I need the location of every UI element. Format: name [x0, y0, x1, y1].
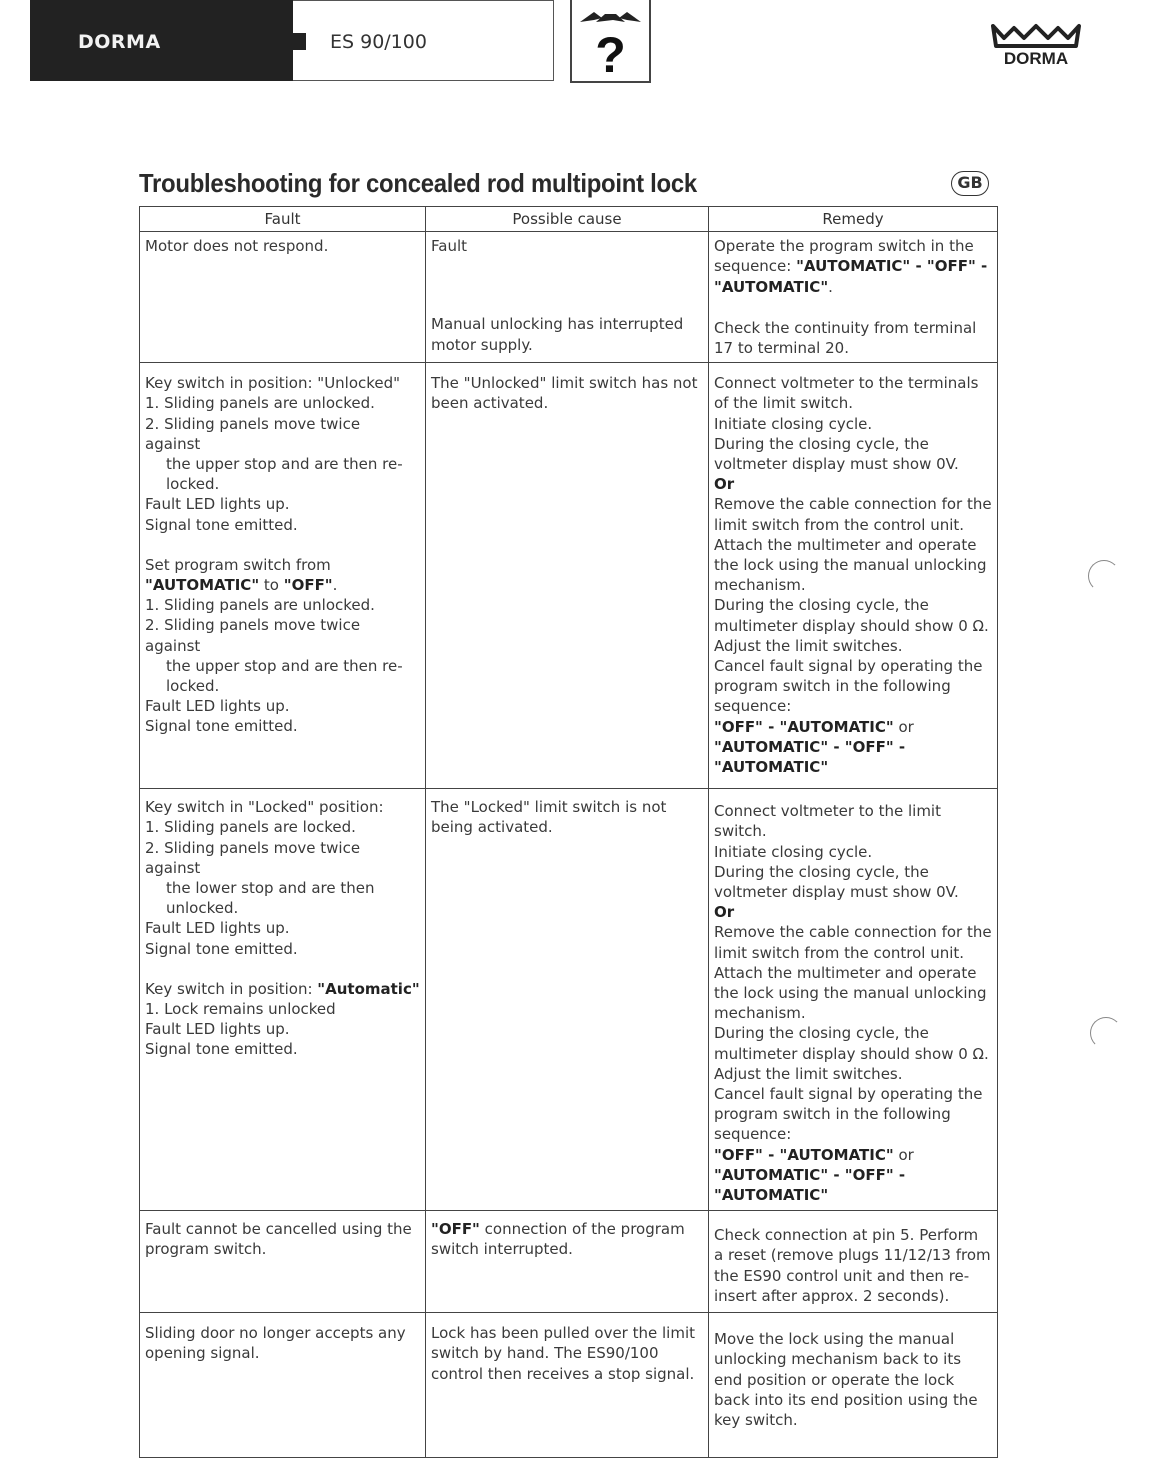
header-brand: DORMA — [78, 31, 161, 53]
remedy-cell — [709, 232, 998, 363]
fault-line-part: "AUTOMATIC" — [145, 576, 260, 595]
fault-line-part: "Automatic" — [317, 979, 420, 998]
fault-line — [145, 979, 420, 999]
remedy-sequence: "AUTOMATIC" - "OFF" - "AUTOMATIC" — [714, 257, 988, 296]
remedy-line: Adjust the limit switches. — [714, 636, 903, 655]
cause-text: The "Unlocked" limit switch has not been activated. — [431, 374, 698, 413]
remedy-sequence: "AUTOMATIC" — [714, 1186, 829, 1205]
fault-line: Signal tone emitted. — [145, 939, 298, 958]
cause-text: The "Locked" limit switch is not being activated. — [431, 798, 667, 837]
remedy-text: Move the lock using the manual unlocking mechanism back to its end position or operate the lock back into its end position using the key switch. — [714, 1330, 978, 1430]
punch-hole-mark — [1088, 560, 1120, 592]
fault-text: Sliding door no longer accepts any opening signal. — [145, 1324, 406, 1363]
help-symbol: ? — [595, 27, 626, 81]
fault-line: Set program switch from — [145, 555, 331, 574]
fault-line: 1. Sliding panels are unlocked. — [145, 596, 375, 615]
fault-line-part: Key switch in position: — [145, 979, 318, 998]
fault-line: the upper stop and are then re- — [166, 656, 403, 675]
table-row — [140, 363, 998, 789]
fault-cell — [140, 232, 426, 363]
cause-cell — [426, 363, 709, 789]
cause-text — [431, 1219, 703, 1259]
header-brand-block — [30, 0, 293, 81]
fault-cell — [140, 363, 426, 789]
header-fault: Fault — [140, 207, 426, 232]
fault-line: Signal tone emitted. — [145, 717, 298, 736]
fault-text: Motor does not respond. — [145, 237, 329, 256]
cause-cell — [426, 789, 709, 1211]
fault-line: 2. Sliding panels move twice against — [145, 414, 361, 453]
remedy-text — [714, 236, 992, 297]
remedy-line: Connect voltmeter to the terminals of the limit switch. — [714, 374, 979, 413]
remedy-line — [714, 717, 992, 737]
header-square-marker — [281, 33, 306, 50]
fault-line: Key switch in position: "Unlocked" — [145, 374, 401, 393]
remedy-line: During the closing cycle, the voltmeter display must show 0V. — [714, 862, 959, 902]
help-box — [570, 0, 651, 83]
fault-line: unlocked. — [166, 899, 239, 918]
cause-text: Manual unlocking has interrupted motor supply. — [431, 315, 684, 354]
fault-line: Fault LED lights up. — [145, 495, 290, 514]
fault-line: Signal tone emitted. — [145, 1040, 298, 1059]
remedy-line: Remove the cable connection for the limit switch from the control unit. — [714, 923, 992, 962]
table-row — [140, 789, 998, 1211]
fault-line-part: . — [332, 576, 338, 595]
fault-line: Fault LED lights up. — [145, 919, 290, 938]
remedy-line: During the closing cycle, the multimeter display should show 0 Ω. — [714, 596, 989, 635]
remedy-cell — [709, 363, 998, 789]
header-cause: Possible cause — [426, 207, 709, 232]
remedy-line: Connect voltmeter to the limit switch. — [714, 802, 941, 841]
fault-line: 1. Sliding panels are locked. — [145, 818, 356, 837]
page-title: Troubleshooting for concealed rod multipoint lock — [139, 168, 697, 198]
fault-line: 1. Lock remains unlocked — [145, 1000, 336, 1019]
remedy-text: Check connection at pin 5. Perform a reset (remove plugs 11/12/13 from the ES90 control unit and then re-insert after approx. 2 seconds). — [714, 1226, 991, 1305]
remedy-line: Adjust the limit switches. — [714, 1064, 903, 1083]
remedy-sequence: "OFF" - "AUTOMATIC" — [714, 717, 894, 736]
cause-text: Lock has been pulled over the limit switch by hand. The ES90/100 control then receives a stop signal. — [431, 1324, 695, 1383]
remedy-line: Attach the multimeter and operate the lock using the manual unlocking mechanism. — [714, 535, 987, 595]
punch-hole-mark — [1090, 1017, 1122, 1049]
remedy-sequence: "AUTOMATIC" — [714, 758, 829, 777]
fault-cell — [140, 1211, 426, 1313]
language-badge: GB — [951, 171, 989, 196]
fault-line: 1. Sliding panels are unlocked. — [145, 394, 375, 413]
remedy-line: During the closing cycle, the voltmeter display must show 0V. — [714, 434, 959, 474]
cause-cell — [426, 1211, 709, 1313]
troubleshooting-table — [139, 206, 998, 1458]
fault-line-part: to — [259, 576, 284, 595]
remedy-line-part: or — [893, 1145, 914, 1164]
fault-line — [145, 575, 420, 595]
remedy-or: Or — [714, 903, 735, 922]
table-row — [140, 1211, 998, 1313]
remedy-text-part: . — [828, 277, 833, 296]
fault-line: Signal tone emitted. — [145, 515, 298, 534]
remedy-or: Or — [714, 475, 735, 494]
fault-line: locked. — [166, 677, 220, 696]
help-icon — [572, 0, 649, 81]
fault-line: 2. Sliding panels move twice against — [145, 838, 361, 877]
remedy-line: Remove the cable connection for the limit switch from the control unit. — [714, 495, 992, 534]
remedy-line: Initiate closing cycle. — [714, 414, 873, 433]
remedy-sequence: "AUTOMATIC" - "OFF" - — [714, 737, 906, 756]
fault-cell — [140, 1313, 426, 1458]
fault-text: Fault cannot be cancelled using the program switch. — [145, 1220, 412, 1259]
table-header-row — [140, 207, 998, 232]
remedy-line: Cancel fault signal by operating the program switch in the following sequence: — [714, 657, 983, 716]
remedy-text-part: Operate the program switch in the sequence: — [714, 237, 974, 276]
dorma-logo — [990, 20, 1082, 68]
remedy-cell — [709, 789, 998, 1211]
remedy-line — [714, 1145, 992, 1165]
header-model: ES 90/100 — [330, 31, 427, 53]
header-remedy: Remedy — [709, 207, 998, 232]
fault-cell — [140, 789, 426, 1211]
fault-line: Key switch in "Locked" position: — [145, 798, 384, 817]
remedy-line: Initiate closing cycle. — [714, 842, 873, 861]
fault-line: the lower stop and are then — [166, 879, 375, 898]
remedy-line: During the closing cycle, the multimeter display should show 0 Ω. — [714, 1024, 989, 1063]
remedy-line: Cancel fault signal by operating the program switch in the following sequence: — [714, 1085, 983, 1144]
cause-cell — [426, 232, 709, 363]
fault-line: Fault LED lights up. — [145, 1020, 290, 1039]
remedy-line-part: or — [893, 717, 914, 736]
remedy-cell — [709, 1211, 998, 1313]
fault-line-part: "OFF" — [283, 576, 333, 595]
remedy-line: Attach the multimeter and operate the lock using the manual unlocking mechanism. — [714, 963, 987, 1023]
fault-line: locked. — [166, 475, 220, 494]
cause-text: Fault — [431, 237, 467, 256]
cause-text-part: "OFF" — [431, 1220, 480, 1239]
remedy-sequence: "AUTOMATIC" - "OFF" - — [714, 1165, 906, 1184]
remedy-text: Check the continuity from terminal 17 to terminal 20. — [714, 318, 977, 358]
table-row — [140, 232, 998, 363]
fault-line: Fault LED lights up. — [145, 697, 290, 716]
remedy-cell — [709, 1313, 998, 1458]
table-row — [140, 1313, 998, 1458]
remedy-sequence: "OFF" - "AUTOMATIC" — [714, 1145, 894, 1164]
cause-cell — [426, 1313, 709, 1458]
fault-line: 2. Sliding panels move twice against — [145, 616, 361, 655]
logo-text: DORMA — [1003, 49, 1069, 68]
fault-line: the upper stop and are then re- — [166, 455, 403, 474]
cause-text-part: connection of the program switch interrupted. — [431, 1220, 685, 1259]
